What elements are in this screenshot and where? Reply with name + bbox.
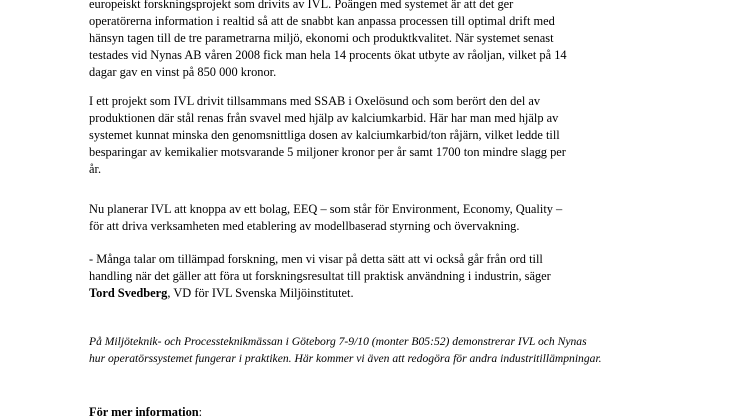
text-line: - Många talar om tillämpad forskning, men vi visar på detta sätt att vi också går från ord till	[89, 252, 543, 266]
text-line: europeiskt forskningsprojekt som drivits av IVL. Poängen med systemet är att det ger	[89, 0, 514, 11]
text-line: för att driva verksamheten med etablering av modellbaserad styrning och övervakning.	[89, 218, 520, 233]
text-line: hur operatörssystemet fungerar i praktiken. Här kommer vi även att redogöra för andra industritillämpningar.	[89, 351, 602, 365]
quote-author-name: Tord Svedberg	[89, 285, 168, 300]
more-information-heading	[89, 404, 689, 419]
text-line: operatörerna information i realtid så att de snabbt kan anpassa processen till optimal drift med	[89, 13, 555, 28]
text-line: På Miljöteknik- och Processteknikmässan i Göteborg 7-9/10 (monter B05:52) demonstrerar IVL och Nynas	[89, 335, 587, 348]
text-line: testades vid Nynas AB våren 2008 fick man hela 14 procents ökat utbyte av råoljan, vilket på 14	[89, 47, 567, 62]
paragraph-quote	[89, 251, 689, 302]
paragraph-trade-fair	[89, 334, 689, 368]
text-line: I ett projekt som IVL drivit tillsammans med SSAB i Oxelösund och som berört den del av	[89, 94, 541, 108]
text-line: år.	[89, 161, 102, 176]
text-line: dagar gav en vinst på 850 000 kronor.	[89, 64, 277, 79]
text-line: hänsyn tagen till de tre parametrarna miljö, ekonomi och produktkvalitet. När systemet senast	[89, 30, 554, 45]
quote-author-title: , VD för IVL Svenska Miljöinstitutet.	[167, 285, 354, 300]
paragraph-system-description	[89, 0, 689, 81]
text-line: handling när det gäller att föra ut forskningsresultat till praktisk användning i industrin, säger	[89, 268, 551, 283]
paragraph-eeq-spinoff	[89, 201, 689, 235]
text-line: besparingar av kemikalier motsvarande 5 miljoner kronor per år samt 1700 ton mindre slagg per	[89, 144, 566, 159]
paragraph-ssab-project	[89, 93, 689, 178]
text-line: systemet kunnat minska den genomsnittliga dosen av kalciumkarbid/ton råjärn, vilket ledde till	[89, 127, 560, 142]
text-line: produktionen där stål renas från svavel med hjälp av kalciumkarbid. Här har man med hjälp av	[89, 110, 559, 125]
text-line: Nu planerar IVL att knoppa av ett bolag, EEQ – som står för Environment, Economy, Quality –	[89, 202, 563, 216]
info-heading-colon: :	[198, 405, 203, 419]
info-heading-label: För mer information	[89, 405, 199, 419]
text-line	[89, 285, 689, 302]
